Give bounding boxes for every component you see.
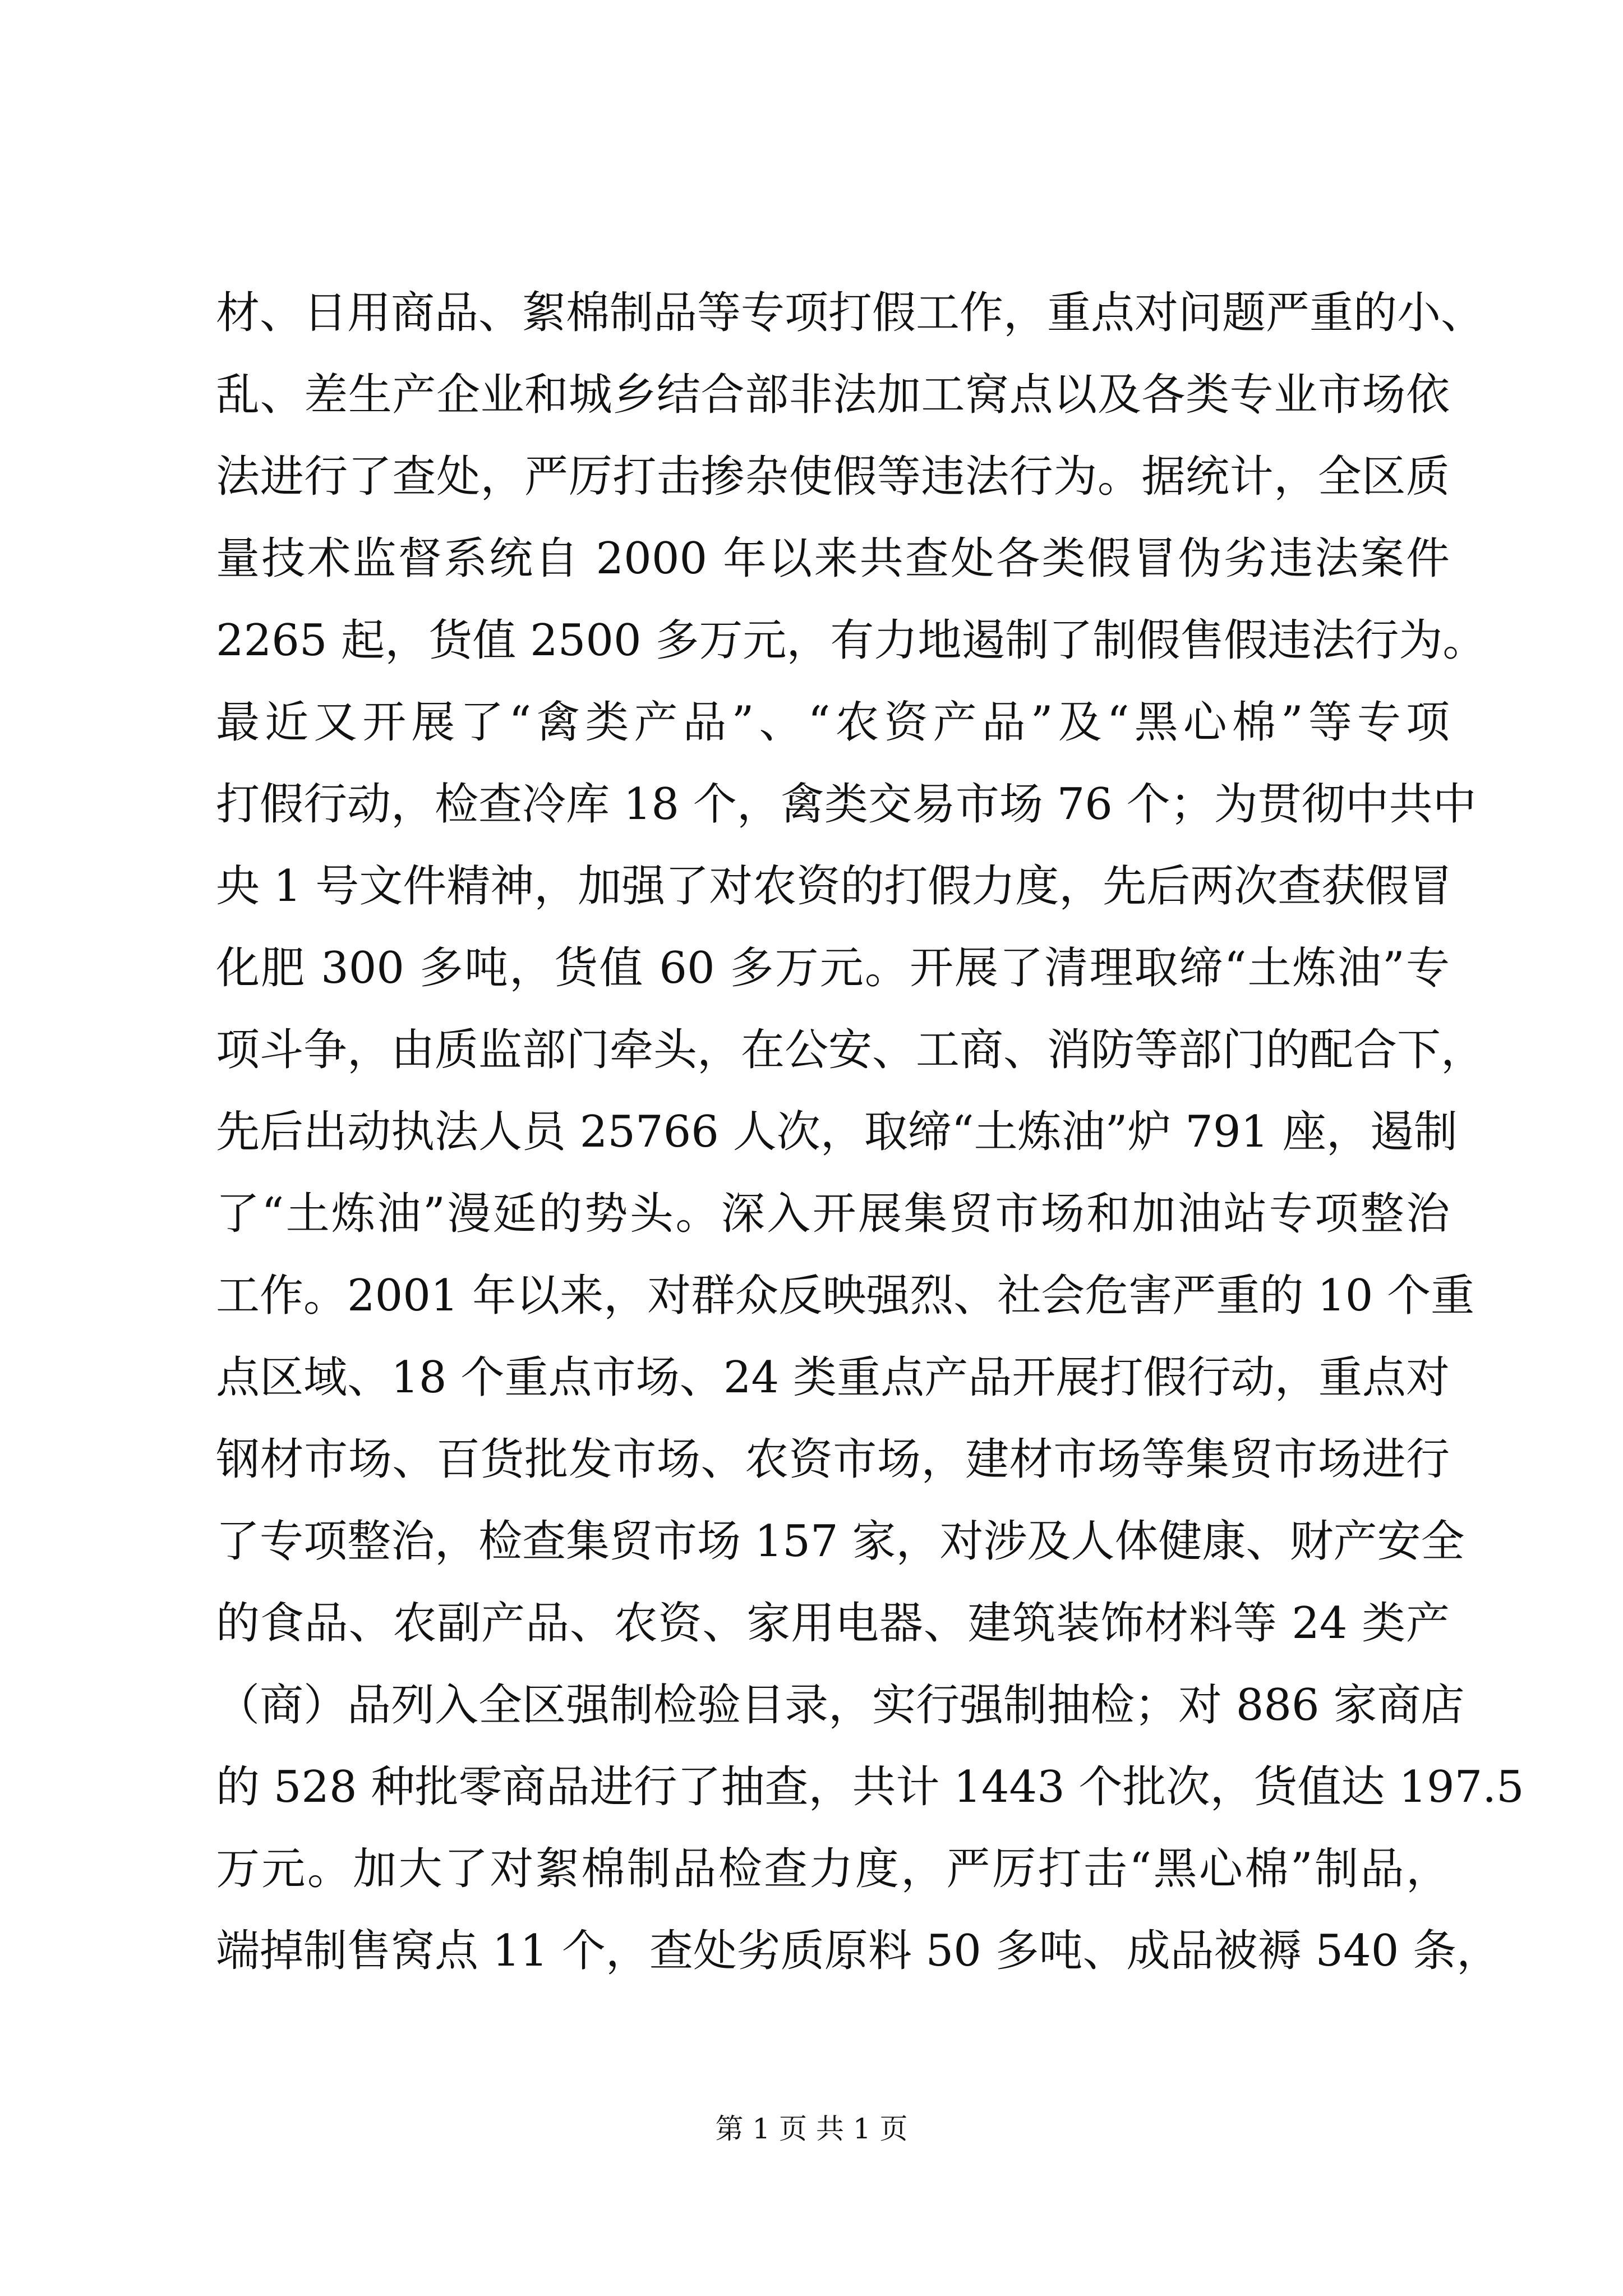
text-line: 法进行了查处，严厉打击掺杂使假等违法行为。据统计，全区质 [216,452,1450,502]
text-line: 了专项整治，检查集贸市场 157 家，对涉及人体健康、财产安全 [216,1516,1465,1567]
text-line: 材、日用商品、絮棉制品等专项打假工作，重点对问题严重的小、 [216,288,1485,338]
text-line: 了“土炼油”漫延的势头。深入开展集贸市场和加油站专项整治 [216,1189,1450,1239]
text-line: 工作。2001 年以来，对群众反映强烈、社会危害严重的 10 个重 [216,1271,1475,1321]
text-line: 最近又开展了“禽类产品”、“农资产品”及“黑心棉”等专项 [216,697,1450,748]
text-line: 乱、差生产企业和城乡结合部非法加工窝点以及各类专业市场依 [216,370,1450,420]
text-line: 2265 起，货值 2500 多万元，有力地遏制了制假售假违法行为。 [216,615,1487,666]
text-line: 钢材市场、百货批发市场、农资市场，建材市场等集贸市场进行 [216,1434,1450,1485]
text-line: 项斗争，由质监部门牵头，在公安、工商、消防等部门的配合下， [216,1025,1485,1075]
text-line: 的 528 种批零商品进行了抽查，共计 1443 个批次，货值达 197.5 [216,1762,1524,1812]
text-line: 量技术监督系统自 2000 年以来共查处各类假冒伪劣违法案件 [216,533,1450,584]
text-line: 打假行动，检查冷库 18 个，禽类交易市场 76 个；为贯彻中共中 [216,779,1477,830]
text-line: 点区域、18 个重点市场、24 类重点产品开展打假行动，重点对 [216,1352,1450,1403]
text-line: 端掉制售窝点 11 个，查处劣质原料 50 多吨、成品被褥 540 条， [216,1926,1501,1976]
body-paragraph [216,272,1524,1992]
text-line: 央 1 号文件精神，加强了对农资的打假力度，先后两次查获假冒 [216,861,1453,912]
text-line: 的食品、农副产品、农资、家用电器、建筑装饰材料等 24 类产 [216,1598,1450,1649]
page-number-footer: 第 1 页 共 1 页 [715,2113,908,2145]
text-line: （商）品列入全区强制检验目录，实行强制抽检；对 886 家商店 [216,1680,1465,1731]
text-line: 先后出动执法人员 25766 人次，取缔“土炼油”炉 791 座，遏制 [216,1107,1458,1157]
text-line: 万元。加大了对絮棉制品检查力度，严厉打击“黑心棉”制品， [216,1844,1450,1894]
text-line: 化肥 300 多吨，货值 60 多万元。开展了清理取缔“土炼油”专 [216,943,1450,993]
